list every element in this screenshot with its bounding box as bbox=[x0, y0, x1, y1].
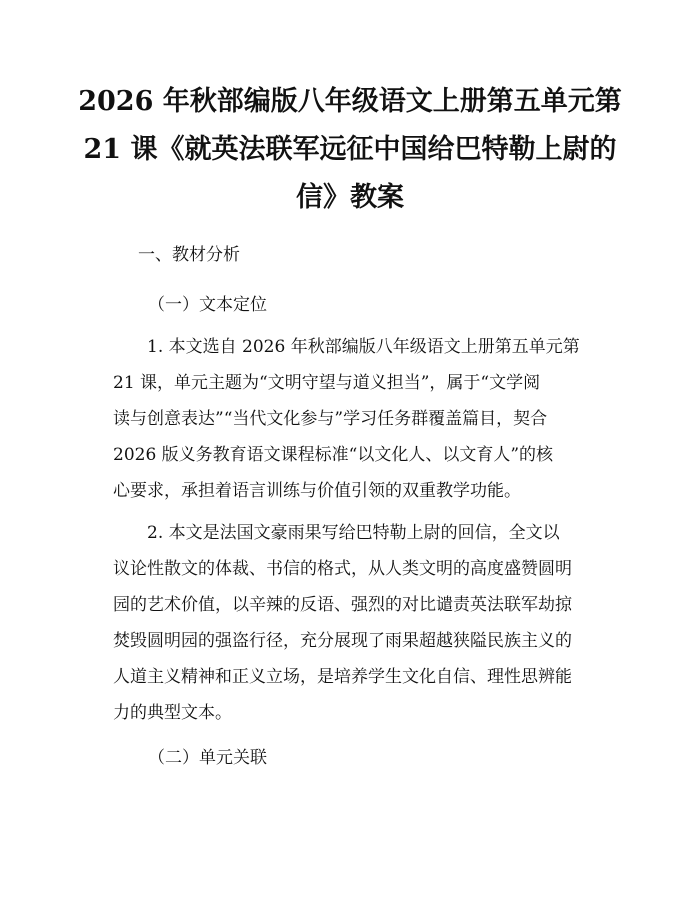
paragraph-2-line-6: 力的典型文本。 bbox=[113, 703, 232, 723]
paragraph-1-line-3: 读与创意表达”“当代文化参与”学习任务群覆盖篇目，契合 bbox=[113, 409, 548, 429]
document-title bbox=[70, 78, 630, 222]
paragraph-1-line-4: 2026 版义务教育语文课程标准“以文化人、以文育人”的核 bbox=[113, 445, 554, 465]
paragraph-2-line-1: 2. 本文是法国文豪雨果写给巴特勒上尉的回信，全文以 bbox=[147, 523, 560, 543]
title-line-3: 信》教案 bbox=[296, 182, 404, 213]
paragraph-2-line-4: 焚毁圆明园的强盗行径，充分展现了雨果超越狭隘民族主义的 bbox=[113, 631, 572, 651]
paragraph-2-line-3: 园的艺术价值，以辛辣的反语、强烈的对比谴责英法联军劫掠 bbox=[113, 595, 572, 615]
paragraph-2 bbox=[113, 515, 608, 731]
section-heading-teaching-material-analysis: 一、教材分析 bbox=[138, 245, 240, 265]
subsection-heading-unit-association: （二）单元关联 bbox=[148, 748, 267, 768]
paragraph-1 bbox=[113, 329, 608, 509]
paragraph-1-line-5: 心要求，承担着语言训练与价值引领的双重教学功能。 bbox=[113, 481, 521, 501]
title-line-2: 21 课《就英法联军远征中国给巴特勒上尉的 bbox=[83, 134, 617, 165]
paragraph-2-line-2: 议论性散文的体裁、书信的格式，从人类文明的高度盛赞圆明 bbox=[113, 559, 572, 579]
paragraph-2-line-5: 人道主义精神和正义立场，是培养学生文化自信、理性思辨能 bbox=[113, 667, 572, 687]
paragraph-1-line-2: 21 课，单元主题为“文明守望与道义担当”，属于“文学阅 bbox=[113, 373, 541, 393]
paragraph-1-line-1: 1. 本文选自 2026 年秋部编版八年级语文上册第五单元第 bbox=[147, 337, 580, 357]
title-line-1: 2026 年秋部编版八年级语文上册第五单元第 bbox=[78, 86, 622, 117]
subsection-heading-text-positioning: （一）文本定位 bbox=[148, 295, 267, 315]
